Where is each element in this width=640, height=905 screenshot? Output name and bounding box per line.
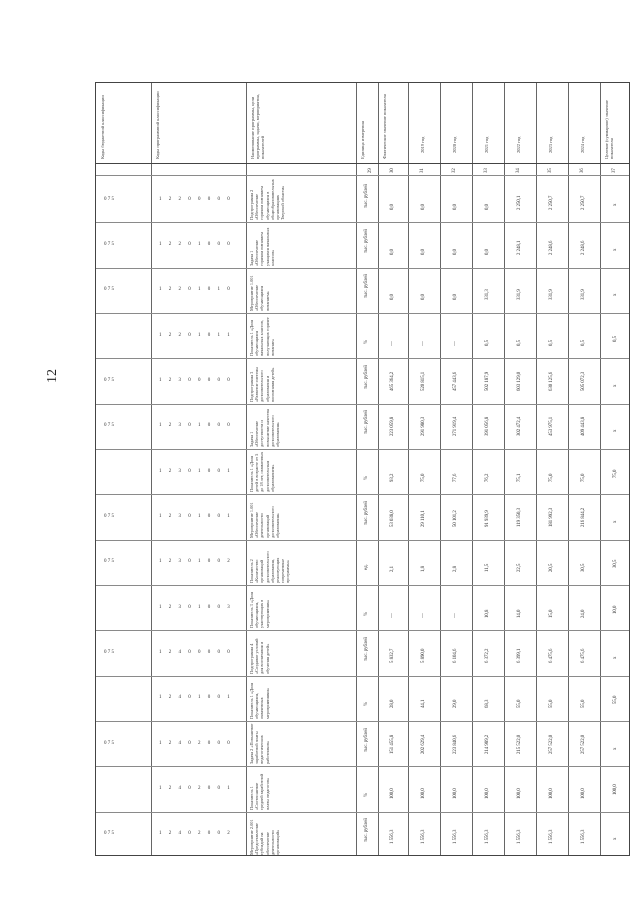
column-divider [536,83,537,855]
year-value: 1 556,3 [581,829,586,845]
base-value: 223 059,8 [390,417,395,437]
year-value: 2 248,6 [581,240,586,255]
year-value: — [453,340,458,346]
year-value: 55,0 [517,699,522,709]
year-value: 6 399,1 [517,648,522,663]
program-code: 1 2 2 0 0 0 0 0 [159,196,233,202]
column-divider [440,83,441,855]
unit: тыс. рублей [364,818,369,843]
year-value: 91 939,9 [485,510,490,527]
column-header: Фактическое значение показателя [382,94,387,159]
base-value: 93,2 [390,473,395,482]
program-code: 1 2 4 0 2 0 0 0 [159,740,233,746]
column-header: Коды бюджетной классификации [100,95,105,159]
column-number: 34 [516,168,521,173]
year-value: 216 844,2 [581,507,586,527]
year-value: 2 250,1 [517,195,522,210]
program-code: 1 2 3 0 1 0 0 2 [159,559,233,565]
year-value: 223 840,6 [453,734,458,754]
base-value: 5 832,7 [390,648,395,663]
year-value: 100,0 [485,788,490,799]
year-value: 15,0 [549,609,554,618]
final-value: 30,5 [613,559,618,569]
row-divider [96,222,629,223]
column-divider [356,83,357,855]
unit: % [364,702,369,707]
year-value: 603 129,0 [517,371,522,391]
row-name: Задача 1 «Обеспечение горячим питанием учащихся начальных классов» [249,227,275,266]
year-value: 76,2 [485,473,490,482]
year-value: 202 629,4 [421,734,426,754]
row-name: Мероприятие 2.001 «Предоставление субсидий на обеспечение деятельности организаций» [249,819,281,855]
year-value: 331,9 [549,289,554,301]
year-value: 0,5 [549,339,554,346]
unit: тыс. рублей [364,637,369,661]
final-value: 10,0 [613,605,618,614]
row-name: Показатель 1 «Доля обучающихся начальных классов, получающих горячее питание» [249,317,275,357]
column-number: 29 [368,168,373,173]
year-value: 331,9 [517,289,522,301]
row-name: Мероприятие 1.001 «Обеспечение деятельности организаций дополнительного образования» [249,502,281,538]
year-value: 1 556,3 [485,829,490,845]
column-header: Наименование программы, цели программы, задачи, мероприятия, показателей [250,94,265,159]
row-name: Показатель 2 «Количество организаций дополнительного образования, реализующих современные программы» [249,551,291,583]
year-value: 0,0 [453,249,458,255]
final-value: х [613,293,618,297]
budget-code: 0 7 5 [104,559,114,565]
program-code: 1 2 3 0 1 0 0 0 [159,423,233,429]
header-divider [96,163,629,164]
program-code: 1 2 3 0 1 0 0 3 [159,604,233,610]
program-code: 1 2 4 0 2 0 0 1 [159,786,233,791]
year-value: 55,0 [581,699,586,709]
row-divider [96,540,629,541]
year-value: 29 110,1 [421,510,426,527]
year-value: 181 992,3 [549,507,554,527]
program-code: 1 2 4 0 2 0 0 2 [159,831,233,837]
base-value: 2,1 [390,566,395,573]
column-header: Единица измерения [360,121,365,159]
row-divider [96,585,629,586]
year-value: — [453,612,458,618]
year-value: 50 101,2 [453,510,458,527]
final-value: 100,0 [613,784,618,795]
budget-code: 0 7 5 [104,196,114,202]
program-code: 1 2 4 0 1 0 0 1 [159,695,233,701]
year-value: 14,0 [517,609,522,618]
program-code: 1 2 4 0 0 0 0 0 [159,650,233,655]
budget-code: 0 7 5 [104,423,114,429]
year-value: 291 980,3 [421,417,426,437]
program-code: 1 2 2 0 1 0 1 0 [159,287,233,293]
column-number: 37 [612,168,617,173]
year-value: 1 556,3 [549,829,554,845]
year-value: 100,0 [581,788,586,799]
year-value: 214 989,2 [485,734,490,754]
final-value: х [613,384,618,387]
year-value: 44,1 [421,699,426,709]
year-value: 2,8 [453,566,458,573]
year-value: 257 522,0 [549,734,554,754]
budget-table [95,82,630,856]
year-header: 2024 год [580,136,585,153]
row-name: Мероприятие 1.001 «Обеспечение обучающихся питанием» [249,275,270,311]
row-divider [96,494,629,495]
year-value: 257 522,0 [581,734,586,754]
year-value: 100,0 [453,788,458,799]
year-value: 0,5 [485,339,490,346]
budget-code: 0 7 5 [104,287,114,293]
year-value: 391 056,8 [485,417,490,437]
base-value: 1 556,3 [390,829,395,845]
unit: тыс. рублей [364,229,369,253]
year-value: 331,9 [581,289,586,301]
year-value: 520 815,1 [421,371,426,391]
year-value: 119 350,3 [517,507,522,527]
year-value: 5 890,0 [421,648,426,663]
unit: ед. [364,564,369,571]
year-header: 2022 год [516,136,521,153]
final-value: 75,0 [613,469,618,478]
unit: % [364,475,369,480]
year-value: 271 919,4 [453,417,458,437]
row-name: Подпрограмма 3 «Развитие системы дополнительного образования и воспитания детей» [249,366,275,402]
row-divider [96,404,629,405]
final-value: х [613,520,618,523]
final-value: х [613,429,618,433]
year-value: 2 248,1 [517,240,522,255]
unit: % [364,339,369,344]
row-divider [96,721,629,722]
row-divider [96,766,629,767]
year-value: 215 522,0 [517,734,522,754]
base-value: 28,0 [390,699,395,709]
column-divider [504,83,505,855]
year-value: 77,6 [453,473,458,482]
budget-code: 0 7 5 [104,740,114,746]
base-value: 465 364,2 [390,371,395,391]
year-value: 29,0 [453,699,458,709]
year-value: 11,5 [485,564,490,573]
column-divider [378,83,379,855]
year-value: 30,5 [581,563,586,573]
row-divider [96,449,629,450]
year-value: 0,0 [421,294,426,301]
row-name: Подпрограмма 4 «Создание условий для воспитания и обучения детей» [249,638,270,674]
column-divider [151,83,152,855]
column-divider [568,83,569,855]
row-name: Показатель 3 «Доля обучающихся, участвующих в мероприятиях» [249,592,270,629]
year-value: 24,0 [581,609,586,618]
column-number: 33 [484,168,489,173]
unit: тыс. рублей [364,365,369,389]
column-divider [472,83,473,855]
row-name: Показатель 1 «Доля детей в возрасте от 5 до 18 лет, охваченных дополнительным образованием» [249,452,275,493]
year-value: — [421,340,426,346]
base-value: 100,0 [390,788,395,799]
column-number: 35 [548,168,553,173]
year-value: 0,0 [421,203,426,210]
budget-code: 0 7 5 [104,242,114,247]
base-value: 0,0 [390,203,395,210]
year-value: 2 250,7 [581,195,586,210]
unit: тыс. рублей [364,727,369,752]
year-value: 6 372,2 [485,648,490,663]
final-value: х [613,656,618,659]
year-value: 0,0 [453,294,458,301]
budget-code: 0 7 5 [104,650,114,655]
row-name: Показатель 1 «Доля обучающихся, охваченных мероприятиями» [249,682,270,719]
year-value: 505 072,3 [581,371,586,391]
row-name: Подпрограмма 2 «Обеспечение горячим питанием обучающихся в общеобразовательных организациях Тверской области» [249,179,286,221]
year-value: 0,0 [421,249,426,255]
year-header: 2019 год [420,136,425,153]
year-header: 2020 год [452,136,457,153]
unit: % [364,611,369,616]
year-value: 22,5 [517,563,522,573]
year-value: 55,0 [549,699,554,709]
row-name: Задача 1 «Обеспечение доступности и повышение качества дополнительного образования» [249,409,281,447]
year-value: 2 248,6 [549,240,554,255]
year-value: 0,0 [453,203,458,210]
year-value: — [421,612,426,618]
program-code: 1 2 3 0 1 0 0 1 [159,468,233,474]
unit: % [364,793,369,797]
row-divider [96,313,629,314]
row-divider [96,676,629,677]
year-value: 75,0 [421,473,426,482]
column-divider [408,83,409,855]
base-value: — [390,612,395,618]
year-value: 1 556,3 [421,829,426,845]
column-number: 30 [390,168,395,173]
year-value: 6 475,6 [549,648,554,663]
year-value: 0,0 [485,203,490,210]
year-value: 1 556,3 [517,829,522,845]
base-value: 0,0 [390,249,395,255]
row-name: Показатель 1 «Соотношение средней заработной платы педагогов» [249,773,270,810]
year-value: 0,0 [485,249,490,255]
row-divider [96,630,629,631]
row-divider [96,268,629,269]
row-name: Задача 2 «Повышение заработной платы педагогических работников» [249,723,270,765]
year-value: 1,8 [421,566,426,573]
year-header: 2023 год [548,136,553,153]
page-number: 12 [45,369,60,383]
column-number: 31 [420,168,425,173]
year-value: 6 475,6 [581,648,586,663]
base-value: — [390,340,395,346]
year-value: 75,0 [581,473,586,482]
program-code: 1 2 3 0 1 0 0 1 [159,514,233,519]
base-value: 151 455,8 [390,734,395,754]
unit: тыс. рублей [364,183,369,208]
year-value: 10,8 [485,609,490,618]
budget-code: 0 7 5 [104,378,114,383]
final-value: 55,0 [613,695,618,705]
row-divider [96,358,629,359]
base-value: 53 038,0 [390,510,395,527]
column-divider [246,83,247,855]
year-value: 20,5 [549,563,554,573]
year-value: 68,3 [485,699,490,709]
year-header: 2021 год [484,136,489,153]
column-number: 32 [452,168,457,173]
budget-code: 0 7 5 [104,514,114,519]
program-code: 1 2 2 0 1 0 0 0 [159,242,233,247]
year-value: 502 187,9 [485,371,490,391]
program-code: 1 2 2 0 1 0 1 1 [159,332,233,338]
unit: тыс. рублей [364,501,369,525]
year-value: 6 104,6 [453,648,458,663]
row-divider [96,812,629,813]
base-value: 0,0 [390,294,395,301]
year-value: 453 975,1 [549,417,554,437]
final-value: х [613,837,618,841]
unit: тыс. рублей [364,274,369,299]
year-value: 457 443,6 [453,371,458,391]
year-value: 75,1 [517,473,522,482]
year-value: 0,5 [581,339,586,346]
year-value: 100,0 [421,788,426,799]
year-value: 100,0 [549,788,554,799]
final-value-header: Целевое (суммарное) значение показателя [604,100,614,159]
year-value: 331,3 [485,289,490,301]
final-value: х [613,203,618,206]
year-value: 1 556,3 [453,829,458,845]
final-value: х [613,747,618,750]
year-value: 2 250,7 [549,195,554,210]
year-value: 75,0 [549,473,554,482]
year-value: 302 472,4 [517,417,522,437]
year-value: 0,5 [517,339,522,346]
unit: тыс. рублей [364,410,369,435]
program-code: 1 2 3 0 0 0 0 0 [159,378,233,383]
final-value: 0,5 [613,335,618,342]
column-number-divider [96,175,629,176]
column-number: 36 [580,168,585,173]
budget-code: 0 7 5 [104,831,114,837]
year-value: 409 443,8 [581,417,586,437]
column-header: Коды программной классификации [155,91,160,159]
year-value: 100,0 [517,788,522,799]
column-divider [600,83,601,855]
year-value: 630 125,6 [549,371,554,391]
final-value: х [613,248,618,251]
